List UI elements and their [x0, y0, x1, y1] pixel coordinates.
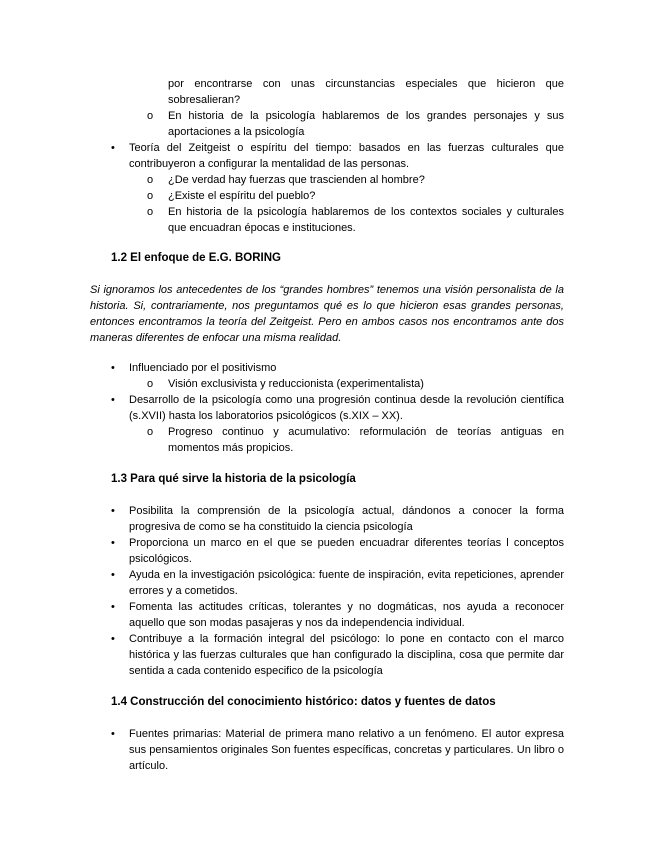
zeitgeist-sub-item: ¿De verdad hay fuerzas que trascienden al hombre? — [168, 174, 425, 186]
boring-paragraph: Si ignoramos los antecedentes de los “grandes hombres” tenemos una visión personalista de la historia. Si, contrariamente, nos preguntamos qué es lo que hicieron esas grandes personas, entonces encontramos la teoría del Zeitgeist. Pero en ambos casos nos encontramos ante dos maneras diferentes de enfocar una misma realidad. — [90, 284, 564, 344]
sub-bullet-marker: o — [147, 426, 154, 438]
bullet-marker: • — [111, 394, 115, 406]
sub-bullet-marker: o — [147, 174, 154, 186]
purpose-item: Proporciona un marco en el que se pueden encuadrar diferentes teorías l conceptos psicológicos. — [129, 537, 564, 565]
bullet-marker: • — [111, 505, 115, 517]
sub-bullet-marker: o — [147, 378, 154, 390]
purpose-item: Posibilita la comprensión de la psicología actual, dándonos a conocer la forma progresiva de como se ha constituido la ciencia psicología — [129, 505, 564, 533]
intro-sub-item: En historia de la psicología hablaremos de los grandes personajes y sus aportaciones a la psicología — [168, 110, 564, 138]
zeitgeist-sub-item: ¿Existe el espíritu del pueblo? — [168, 190, 316, 202]
sub-bullet-marker: o — [147, 206, 154, 218]
bullet-marker: • — [111, 142, 115, 154]
boring-item-development: Desarrollo de la psicología como una progresión continua desde la revolución científica (s.XVII) hasta los laboratorios psicológicos (s.XIX – XX). — [129, 394, 564, 422]
boring-sub-item: Visión exclusivista y reduccionista (experimentalista) — [168, 378, 424, 390]
bullet-marker: • — [111, 633, 115, 645]
bullet-marker: • — [111, 728, 115, 740]
bullet-marker: • — [111, 569, 115, 581]
purpose-item: Fomenta las actitudes críticas, tolerantes y no dogmáticas, nos ayuda a reconocer aquello que son modas pasajeras y nos da independencia individual. — [129, 601, 564, 629]
intro-continuation: por encontrarse con unas circunstancias especiales que hicieron que sobresalieran? — [168, 78, 564, 106]
sub-bullet-marker: o — [147, 190, 154, 202]
zeitgeist-sub-item: En historia de la psicología hablaremos de los contextos sociales y culturales que encuadran épocas e instituciones. — [168, 206, 564, 234]
section-heading-1-3: 1.3 Para qué sirve la historia de la psicología — [111, 473, 356, 485]
bullet-marker: • — [111, 601, 115, 613]
boring-item-positivism: Influenciado por el positivismo — [129, 362, 277, 374]
boring-sub-item: Progreso continuo y acumulativo: reformulación de teorías antiguas en momentos más propicios. — [168, 426, 564, 454]
purpose-item: Contribuye a la formación integral del psicólogo: lo pone en contacto con el marco histórica y las fuerzas culturales que han configurado la disciplina, cosa que permite dar sentida a cada contenido especifico de la psicología — [129, 633, 564, 677]
section-heading-1-2: 1.2 El enfoque de E.G. BORING — [111, 252, 281, 264]
bullet-marker: • — [111, 362, 115, 374]
purpose-item: Ayuda en la investigación psicológica: fuente de inspiración, evita repeticiones, aprender errores y a cometidos. — [129, 569, 564, 597]
section-heading-1-4: 1.4 Construcción del conocimiento histórico: datos y fuentes de datos — [111, 696, 496, 708]
zeitgeist-item: Teoría del Zeitgeist o espíritu del tiempo: basados en las fuerzas culturales que contribuyeron a configurar la mentalidad de las personas. — [129, 142, 564, 170]
sources-item: Fuentes primarias: Material de primera mano relativo a un fenómeno. El autor expresa sus pensamientos originales Son fuentes específicas, concretas y particulares. Un libro o artículo. — [129, 728, 564, 772]
sub-bullet-marker: o — [147, 110, 154, 122]
bullet-marker: • — [111, 537, 115, 549]
